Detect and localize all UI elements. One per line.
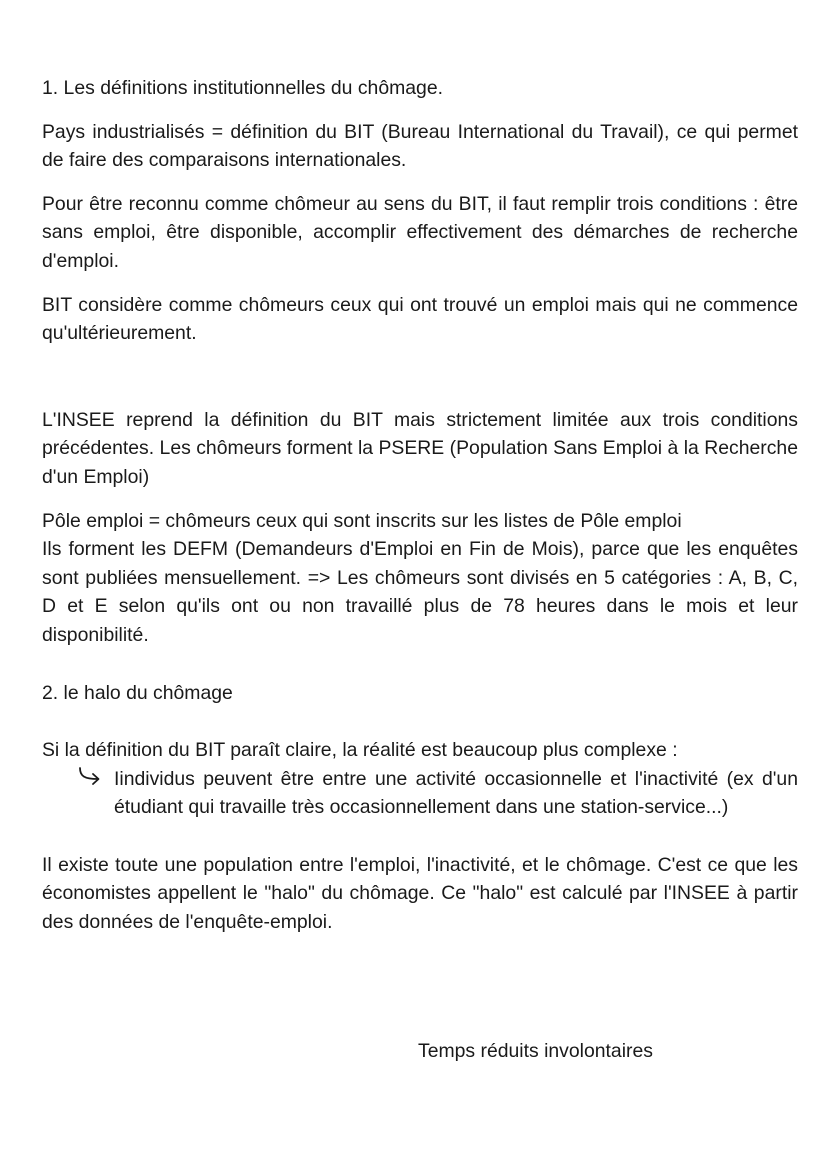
section-1-heading: 1. Les définitions institutionnelles du chômage. (42, 77, 443, 99)
pole-emploi-defm-text: Ils forment les DEFM (Demandeurs d'Emploi en Fin de Mois), parce que les enquêtes sont publiées mensuellement. => Les chômeurs sont divisés en 5 catégories : A, B, C, D et E selon qu'ils ont ou non travaillé plus de 78 heures dans le mois et leur disponibilité. (42, 538, 798, 646)
pole-emploi-first-line: Pôle emploi = chômeurs ceux qui sont inscrits sur les listes de Pôle emploi (42, 509, 682, 532)
document-body (42, 74, 798, 937)
temps-reduits-label: Temps réduits involontaires (418, 1040, 653, 1062)
curved-arrow-icon (76, 765, 104, 787)
paragraph-halo-intro: Si la définition du BIT paraît claire, la réalité est beaucoup plus complexe : (42, 739, 678, 762)
paragraph-bit-definition: Pays industrialisés = définition du BIT (Bureau International du Travail), ce qui permet de faire des comparaisons internationales. (42, 120, 798, 172)
indented-example (42, 765, 798, 822)
paragraph-bit-future-employment: BIT considère comme chômeurs ceux qui ont trouvé un emploi mais qui ne commence qu'ultérieurement. (42, 293, 798, 345)
paragraph-halo-definition: Il existe toute une population entre l'emploi, l'inactivité, et le chômage. C'est ce que les économistes appellent le "halo" du chômage. Ce "halo" est calculé par l'INSEE à partir des données de l'enquête-emploi. (42, 853, 798, 934)
indented-example-text: Iindividus peuvent être entre une activité occasionnelle et l'inactivité (ex d'un étudiant qui travaille très occasionnellement dans une station-service...) (114, 767, 798, 819)
paragraph-insee-definition: L'INSEE reprend la définition du BIT mais strictement limitée aux trois conditions précédentes. Les chômeurs forment la PSERE (Population Sans Emploi à la Recherche d'un Emploi) (42, 408, 798, 488)
paragraph-pole-emploi (42, 507, 798, 650)
paragraph-bit-conditions: Pour être reconnu comme chômeur au sens du BIT, il faut remplir trois conditions : être sans emploi, être disponible, accomplir effectivement des démarches de recherche d'emploi. (42, 192, 798, 272)
section-2-heading: 2. le halo du chômage (42, 681, 233, 704)
